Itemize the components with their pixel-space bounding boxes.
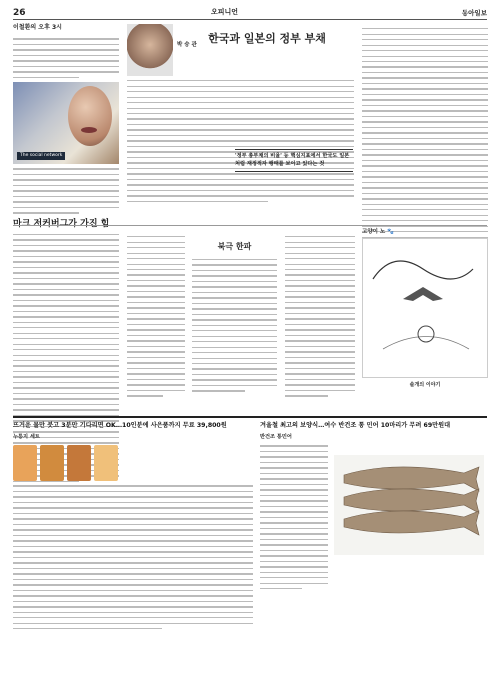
middle-headline: 북극 한파: [217, 242, 252, 251]
author-byline: 박 승 관: [177, 42, 197, 48]
middle-right-article: [285, 232, 355, 401]
poster-caption: The social network: [17, 152, 65, 160]
cartoon-title: 고양이 노 🐾: [362, 229, 394, 235]
page-number: 26: [13, 7, 26, 18]
cartoon-image: [362, 238, 488, 378]
right-column-body: [362, 28, 488, 254]
column-body: [13, 38, 119, 78]
ad-divider: [13, 416, 487, 418]
ad1-headline: 뜨거운 물만 붓고 3분만 기다리면 OK…10인분에 사은품까지 무료 39,800원: [13, 422, 227, 429]
cartoon-caption: 솔개의 이야기: [409, 382, 441, 388]
newspaper-logo: 동아일보: [461, 8, 487, 17]
ad1-product-images: [13, 445, 253, 481]
middle-left-article: [127, 232, 185, 401]
ad2-headline: 겨울철 최고의 보양식…여수 반건조 통 민어 10마리가 무려 69만원대: [260, 422, 451, 429]
movie-poster-image: [13, 82, 119, 164]
section-divider: [13, 225, 487, 226]
ad1-subtitle: 누룽지 세트: [13, 434, 40, 441]
middle-center-article: [192, 232, 277, 396]
right-column: [362, 24, 488, 258]
article-headline: 한국과 일본의 정부 부채: [208, 32, 326, 45]
author-portrait: [127, 24, 173, 76]
column-title: 이철환의 오후 3시: [13, 24, 62, 31]
article-body: [127, 80, 354, 202]
main-article: [127, 24, 354, 206]
section-name: 오피니언: [211, 8, 239, 17]
column-body-2: [13, 168, 119, 213]
second-headline: 마크 저커버그가 가진 힘: [13, 218, 110, 229]
ad-nurungji: [13, 422, 253, 634]
page-header: [13, 7, 487, 20]
fish-product-image: [334, 455, 484, 555]
pull-quote: '정부 총부채의 비율' 등 핵심지표에서 한국도 일본처럼 재정적자 행태를 보이고 있다는 것: [235, 149, 353, 172]
ad2-subtitle: 반건조 통민어: [260, 434, 292, 441]
